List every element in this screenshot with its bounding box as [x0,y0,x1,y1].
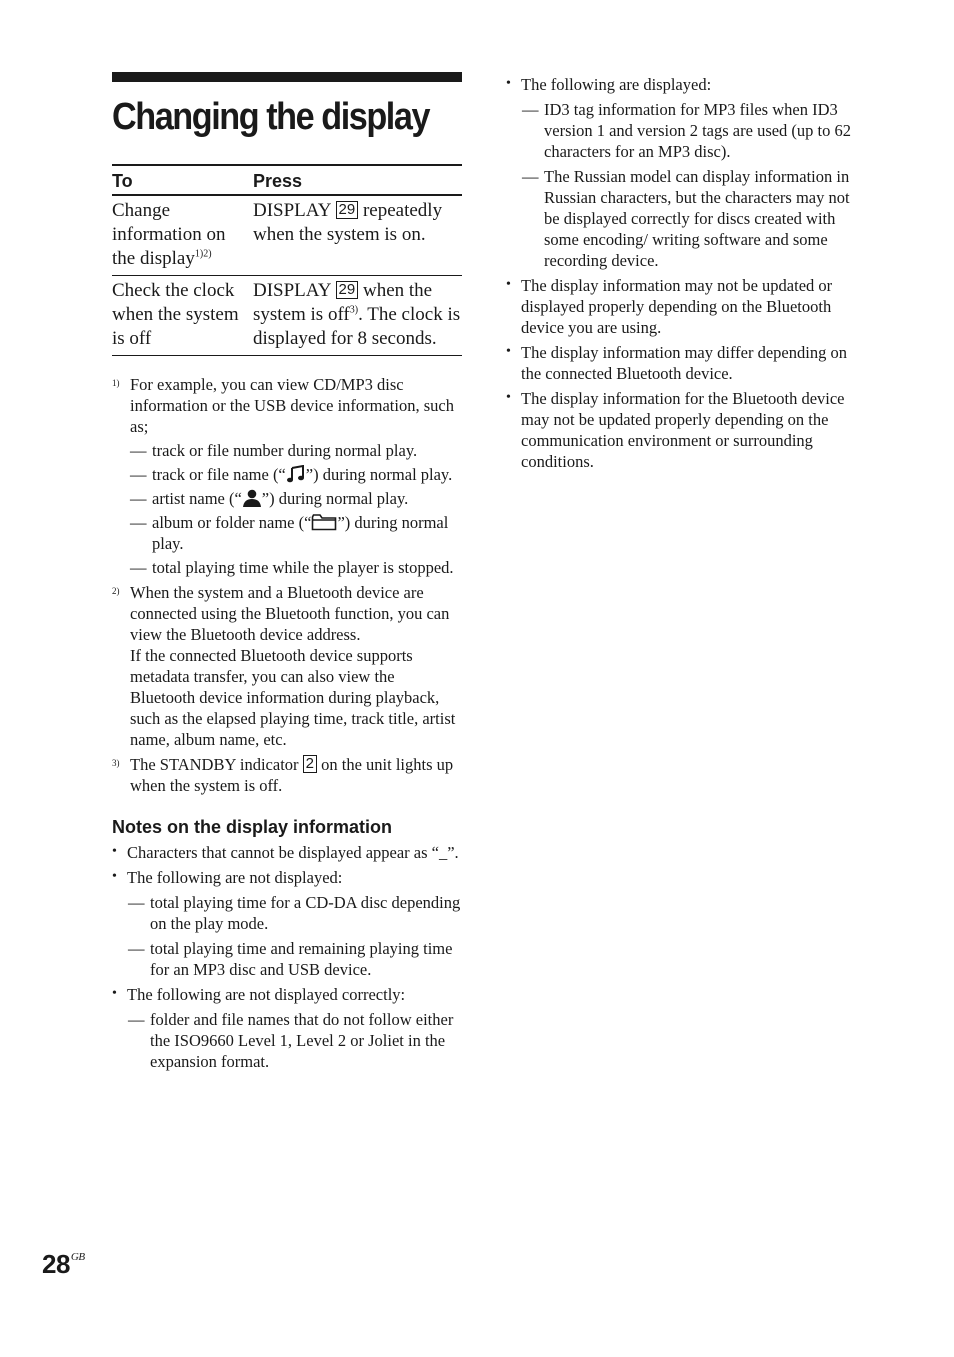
title-rule [112,72,462,82]
footnote-mark: 1) [112,378,120,388]
page-number [42,1249,85,1280]
cell-text: Change information on the display [112,200,226,269]
bullet-marker: • [112,986,117,1001]
dash-marker: — [130,441,147,460]
list-item-text: track or file number during normal play. [152,441,418,460]
list-item-text: total playing time while the player is stopped. [152,558,454,577]
bullet-item [112,842,462,863]
footnote-text: If the connected Bluetooth device supports metadata transfer, you can also view the Bluetooth device information during playback, such as the elapsed playing time, track title, artist name, album name, etc. [130,646,456,749]
list-item-text: ”) during normal play. [152,513,449,553]
cell-text: repeatedly when the system is on. [253,200,443,245]
bullet-text: Characters that cannot be displayed appear as “_”. [127,843,459,862]
folder-icon [311,513,337,531]
list-item-text: ”) during normal play. [305,465,453,484]
bullet-text: The display information for the Bluetooth device may not be updated properly depending on the communication environment or surrounding conditions. [521,389,845,471]
list-item-text: total playing time and remaining playing time for an MP3 disc and USB device. [150,939,453,979]
bullet-text: The following are not displayed correctly: [127,985,406,1004]
list-item-text: artist name (“ [152,489,242,508]
dash-marker: — [130,513,147,532]
left-column [112,72,462,1072]
cell-text: when the system is off [253,280,433,325]
footnote-text: For example, you can view CD/MP3 disc information or the USB device information, such as; [130,375,454,436]
table-cell-to: Check the clock when the system is off [112,276,253,356]
list-item-text: folder and file names that do not follow either the ISO9660 Level 1, Level 2 or Joliet in the expansion format. [150,1010,454,1071]
bullet-item [506,275,856,338]
bullet-item [112,867,462,888]
callout-number: 29 [336,281,359,299]
bullet-text: The display information may differ depending on the connected Bluetooth device. [521,343,847,383]
page-number-value: 28 [42,1249,70,1279]
table-row [112,195,462,276]
bullet-text: The display information may not be updated or displayed properly depending on the Bluetooth device you are using. [521,276,833,337]
footnote-text: The STANDBY indicator [130,755,299,774]
footnote-3 [112,754,462,796]
bullet-marker: • [506,344,511,359]
list-item-text: ID3 tag information for MP3 files when ID3 version 1 and version 2 tags are used (up to 62 characters for an MP3 disc). [544,100,852,161]
list-item [112,488,462,509]
list-item-text: total playing time for a CD-DA disc depending on the play mode. [150,893,461,933]
dash-marker: — [130,558,147,577]
dash-marker: — [130,465,147,484]
list-item-text: album or folder name (“ [152,513,312,532]
table-header-row [112,165,462,195]
dash-marker: — [522,167,539,186]
footnote-2 [112,582,462,750]
bullet-marker: • [506,76,511,91]
bullet-item [506,388,856,472]
dash-marker: — [522,100,539,119]
table-row [112,276,462,356]
dash-marker: — [128,939,145,958]
header-to: To [112,165,253,195]
bullet-marker: • [112,844,117,859]
footnote-1 [112,374,462,437]
bullet-marker: • [506,390,511,405]
table-cell-press [253,276,462,356]
list-item [112,1009,462,1072]
display-table [112,164,462,356]
list-item [112,938,462,980]
bullet-item [112,984,462,1005]
footnote-text: on the unit lights up when the system is off. [130,755,454,795]
cell-text: DISPLAY [253,200,331,221]
header-press: Press [253,165,462,195]
cell-text: DISPLAY [253,280,331,301]
notes-heading: Notes on the display information [112,817,393,837]
cell-text: . The clock is displayed for 8 seconds. [253,304,461,349]
callout-number: 29 [336,201,359,219]
person-icon [242,489,262,507]
dash-marker: — [128,1010,145,1029]
list-item [112,892,462,934]
list-item-text: track or file name (“ [152,465,286,484]
list-item [112,557,462,578]
bullet-item [506,342,856,384]
bullet-marker: • [506,277,511,292]
bullet-text: The following are displayed: [521,75,712,94]
list-item [112,440,462,461]
footnote-mark: 3) [112,758,120,768]
footnote-mark: 2) [112,586,120,596]
list-item [112,464,462,485]
table-cell-to [112,195,253,276]
bullet-marker: • [112,869,117,884]
table-cell-press [253,195,462,276]
list-item [506,99,856,162]
page-number-suffix: GB [70,1251,85,1263]
music-note-icon [286,465,306,483]
footnote-ref: 3) [349,304,359,316]
dash-marker: — [130,489,147,508]
dash-marker: — [128,893,145,912]
list-item [506,166,856,271]
footnote-ref: 1)2) [194,248,212,260]
list-item-text: ”) during normal play. [261,489,409,508]
callout-number: 2 [303,755,317,773]
list-item-text: The Russian model can display information in Russian characters, but the characters may not be displayed correctly for discs created with some encoding/ writing software and some recording device. [544,167,850,270]
right-column [506,74,856,472]
list-item [112,512,462,554]
footnote-text: When the system and a Bluetooth device are connected using the Bluetooth function, you can view the Bluetooth device address. [130,583,450,644]
bullet-text: The following are not displayed: [127,868,343,887]
page-title: Changing the display [112,96,430,138]
bullet-item [506,74,856,95]
